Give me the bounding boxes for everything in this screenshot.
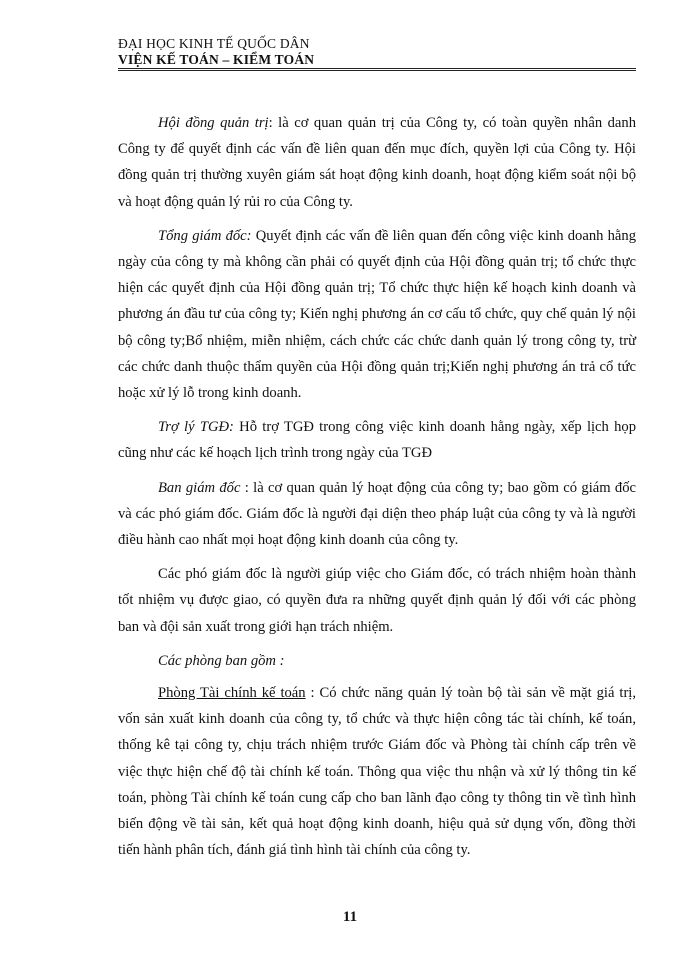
paragraph-board-of-directors — [118, 110, 636, 215]
term-assistant: Trợ lý TGĐ: — [158, 419, 234, 436]
page-header — [118, 36, 638, 68]
paragraph-assistant — [118, 414, 636, 466]
term-finance-department: Phòng Tài chính kế toán — [158, 685, 306, 702]
term-general-director: Tổng giám đốc: — [158, 227, 252, 244]
term-board-of-management: Ban giám đốc — [158, 479, 241, 496]
header-divider — [118, 68, 636, 71]
paragraph-board-of-management — [118, 475, 636, 554]
paragraph-finance-department — [118, 680, 636, 863]
paragraph-text: Quyết định các vấn đề liên quan đến công việc kinh doanh hằng ngày của công ty mà không cần phải có quyết định của Hội đồng quản trị; tổ chức thực hiện các quyết định của Hội đồng quản trị; Tổ chức thực hiện kế hoạch kinh doanh và phương án đầu tư của công ty; Kiến nghị phương án cơ cấu tổ chức, quy chế quản lý nội bộ công ty;Bổ nhiệm, miễn nhiệm, cách chức các chức danh quản lý trong công ty, trừ các chức danh thuộc thẩm quyền của Hội đồng quản trị;Kiến nghị phương án trả cổ tức hoặc xử lý lỗ trong kinh doanh. — [118, 227, 636, 402]
term-board-of-directors: Hội đồng quản trị — [158, 115, 269, 131]
university-name: ĐẠI HỌC KINH TẾ QUỐC DÂN — [118, 36, 310, 51]
paragraph-text: Các phó giám đốc là người giúp việc cho Giám đốc, có trách nhiệm hoàn thành tốt nhiệm vụ được giao, có quyền đưa ra những quyết định quản lý đối với các phòng ban và đội sản xuất trong giới hạn trách nhiệm. — [118, 566, 636, 635]
page-number: 11 — [342, 909, 358, 925]
term-departments: Các phòng ban gồm : — [158, 652, 285, 669]
paragraph-text: : là cơ quan quản lý hoạt động của công ty; bao gồm có giám đốc và các phó giám đốc. Giám đốc là người đại diện theo pháp luật của công ty và là người điều hành cao nhất mọi hoạt động kinh doanh của công ty. — [118, 479, 636, 549]
document-body — [118, 110, 636, 871]
paragraph-text: Hỗ trợ TGĐ trong công việc kinh doanh hằng ngày, xếp lịch họp cũng như các kế hoạch lịch trình trong ngày của TGĐ — [118, 419, 636, 462]
paragraph-deputy-directors — [118, 561, 636, 640]
paragraph-general-director — [118, 223, 636, 406]
institute-name: VIỆN KẾ TOÁN – KIỂM TOÁN — [118, 52, 315, 67]
paragraph-text: : là cơ quan quản trị của Công ty, có toàn quyền nhân danh Công ty để quyết định các vấn đề liên quan đến mục đích, quyền lợi của Công ty. Hội đồng quản trị thường xuyên giám sát hoạt động kinh doanh, hoạt động kiểm soát nội bộ và hoạt động quản lý rủi ro của Công ty. — [118, 115, 637, 210]
paragraph-text: : Có chức năng quản lý toàn bộ tài sản về mặt giá trị, vốn sản xuất kinh doanh của công ty, tổ chức và thực hiện công tác tài chính, kế toán, thống kê tại công ty, chịu trách nhiệm trước Giám đốc và Phòng tài chính cấp trên về việc thực hiện chế độ tài chính kế toán. Thông qua việc thu nhận và xử lý thông tin kế toán, phòng Tài chính kế toán cung cấp cho ban lãnh đạo công ty thông tin về tình hình biến động về tài sản, kết quả hoạt động kinh doanh, hiệu quả sử dụng vốn, đồng thời tiến hành phân tích, đánh giá tình hình tài chính của công ty. — [118, 685, 637, 859]
paragraph-departments-heading — [118, 648, 636, 674]
